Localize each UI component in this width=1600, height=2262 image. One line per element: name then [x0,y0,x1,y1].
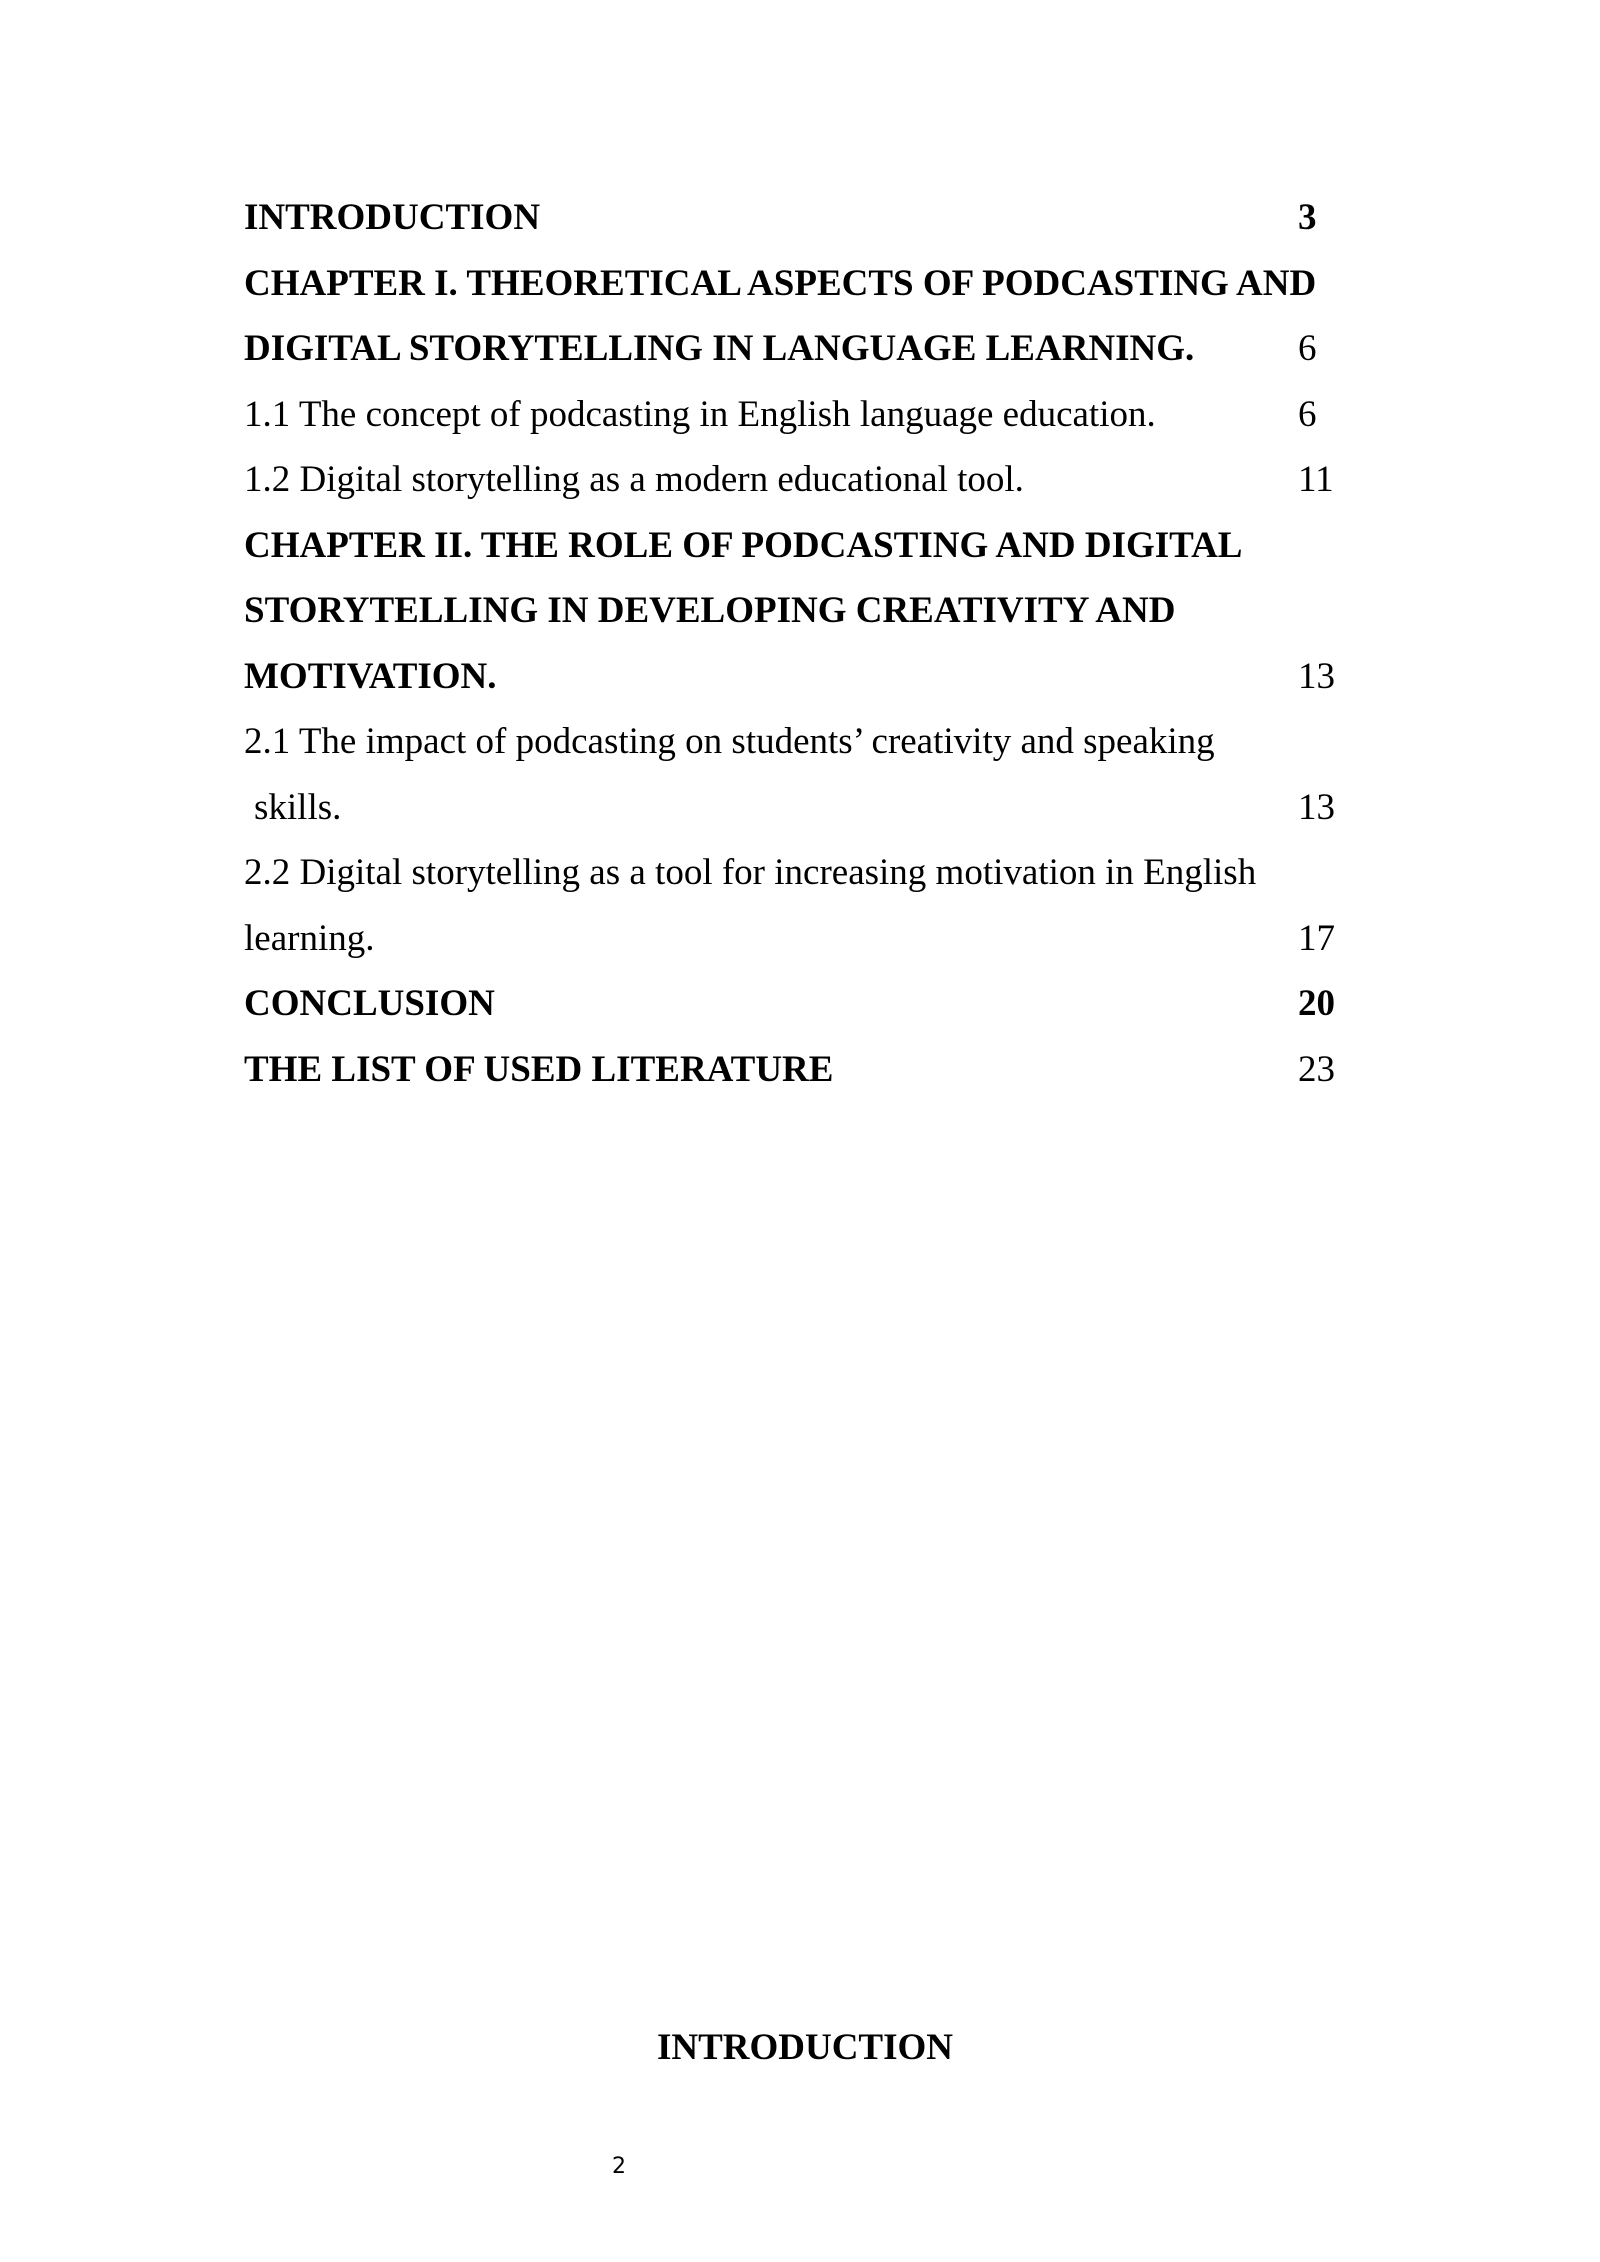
toc-entry-title: CHAPTER II. THE ROLE OF PODCASTING AND DIGITAL [244,524,1243,566]
toc-entry-section-1-2 [244,452,1354,518]
toc-entry-title: INTRODUCTION [244,197,541,238]
toc-entry-title: skills. [254,786,342,828]
toc-entry-section-1-1 [244,387,1354,453]
introduction-heading: INTRODUCTION [656,2027,954,2068]
toc-entry-title: CHAPTER I. THEORETICAL ASPECTS OF PODCASTING AND [244,262,1317,304]
toc-entry-title: STORYTELLING IN DEVELOPING CREATIVITY AND [244,590,1176,631]
toc-entry-introduction [244,190,1354,256]
toc-entry-page: 3 [1298,197,1317,238]
toc-entry-chapter-2-cont [244,649,1354,715]
toc-entry-chapter-2-cont [244,583,1354,649]
toc-entry-title: learning. [244,917,375,959]
toc-entry-title: THE LIST OF USED LITERATURE [244,1048,834,1090]
toc-entry-page: 17 [1298,917,1335,959]
page-number: 2 [612,2154,626,2179]
toc-entry-title: DIGITAL STORYTELLING IN LANGUAGE LEARNING. [244,328,1195,369]
toc-entry-conclusion [244,976,1354,1042]
toc-entry-section-2-1-cont [244,780,1354,846]
toc-entry-title: 2.2 Digital storytelling as a tool for increasing motivation in English [244,852,1257,893]
toc-entry-chapter-2 [244,518,1354,584]
toc-entry-page: 20 [1298,983,1335,1024]
toc-entry-page: 23 [1298,1048,1335,1090]
toc-entry-title: 2.1 The impact of podcasting on students’ creativity and speaking [244,721,1215,762]
toc-entry-title: 1.2 Digital storytelling as a modern educational tool. [244,459,1024,500]
toc-entry-page: 11 [1298,459,1334,500]
toc-entry-chapter-1 [244,256,1354,322]
toc-entry-title: CONCLUSION [244,983,495,1024]
toc-entry-title: MOTIVATION. [244,655,497,697]
toc-entry-page: 6 [1298,393,1317,435]
toc-entry-title: 1.1 The concept of podcasting in English language education. [244,393,1156,435]
toc-entry-page: 13 [1298,786,1335,828]
toc-entry-page: 6 [1298,328,1317,369]
toc-entry-literature [244,1042,1354,1108]
table-of-contents [244,190,1354,1107]
toc-entry-page: 13 [1298,655,1335,697]
toc-entry-section-2-2 [244,845,1354,911]
toc-entry-section-2-2-cont [244,911,1354,977]
toc-entry-section-2-1 [244,714,1354,780]
toc-entry-chapter-1-cont [244,321,1354,387]
